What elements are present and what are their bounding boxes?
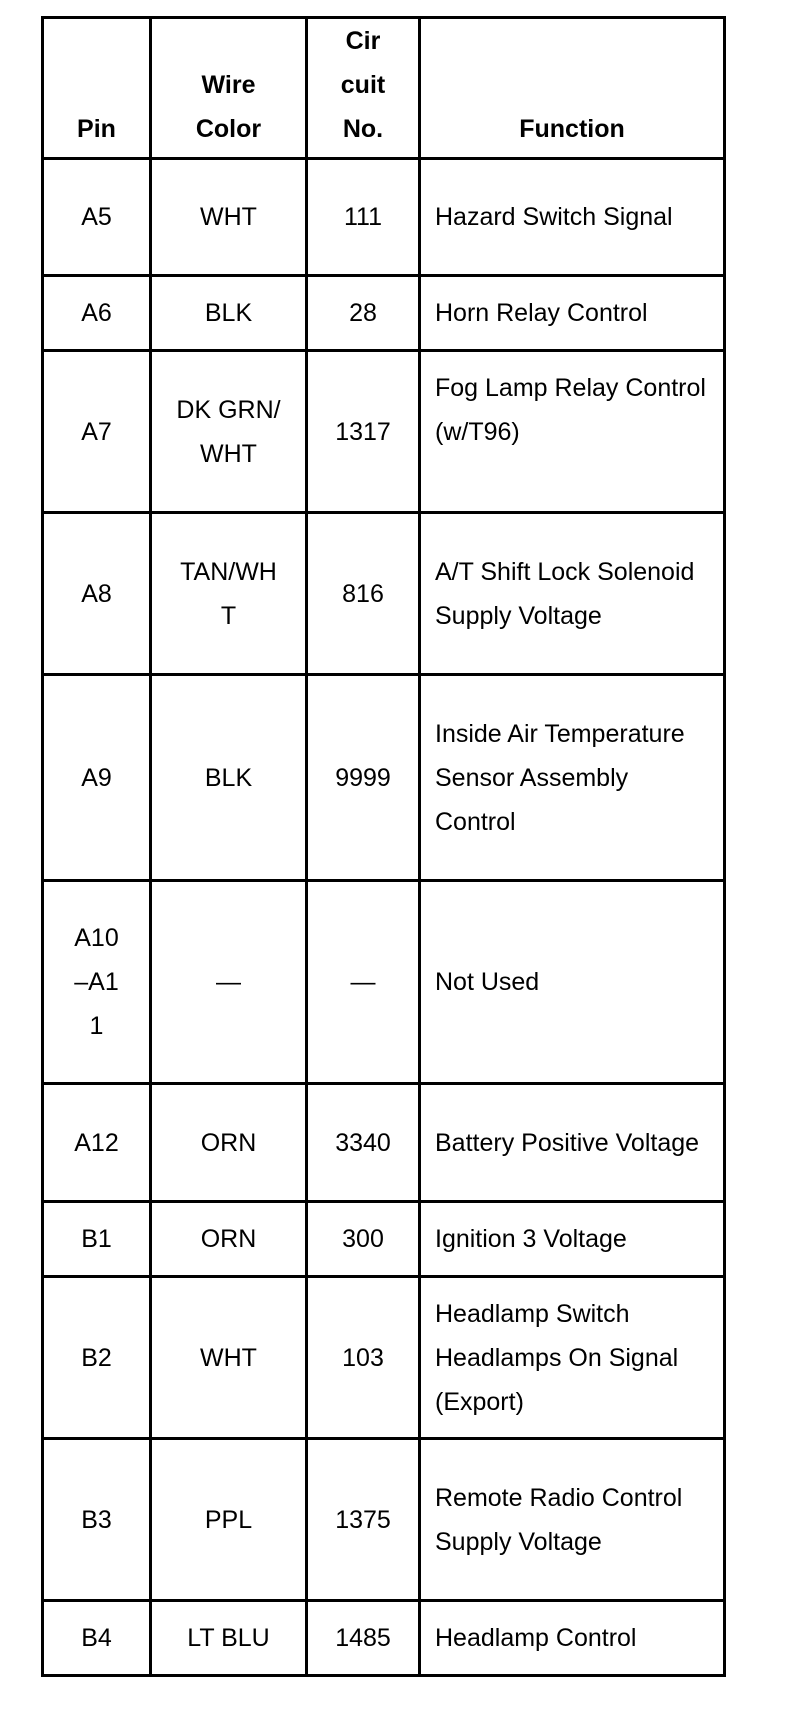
header-wire-color: Wire Color — [151, 18, 307, 159]
wire-color-cell: LT BLU — [151, 1601, 307, 1676]
wire-color-cell: — — [151, 881, 307, 1084]
wire-color-cell: BLK — [151, 675, 307, 881]
wire-color-cell: BLK — [151, 276, 307, 351]
table-row — [43, 276, 725, 351]
pin-cell: A6 — [43, 276, 151, 351]
table-row — [43, 1439, 725, 1601]
header-pin: Pin — [43, 18, 151, 159]
function-cell: A/T Shift Lock Solenoid Supply Voltage — [420, 513, 725, 675]
pin-cell: A9 — [43, 675, 151, 881]
header-circuit-no: Cir cuit No. — [307, 18, 420, 159]
table-body — [43, 159, 725, 1676]
pin-cell: A7 — [43, 351, 151, 513]
table-row — [43, 881, 725, 1084]
function-cell: Battery Positive Voltage — [420, 1084, 725, 1202]
pin-cell: B3 — [43, 1439, 151, 1601]
pin-cell: A12 — [43, 1084, 151, 1202]
pin-cell: A10–A11 — [43, 881, 151, 1084]
wire-color-cell: WHT — [151, 1277, 307, 1439]
pin-cell: A5 — [43, 159, 151, 276]
function-cell: Headlamp Switch Headlamps On Signal (Export) — [420, 1277, 725, 1439]
circuit-no-cell: 103 — [307, 1277, 420, 1439]
pinout-table — [41, 16, 726, 1677]
table-row — [43, 159, 725, 276]
function-cell: Hazard Switch Signal — [420, 159, 725, 276]
circuit-no-cell: 300 — [307, 1202, 420, 1277]
circuit-no-cell: — — [307, 881, 420, 1084]
table-row — [43, 675, 725, 881]
circuit-no-cell: 3340 — [307, 1084, 420, 1202]
header-row — [43, 18, 725, 159]
circuit-no-cell: 28 — [307, 276, 420, 351]
pin-cell: B4 — [43, 1601, 151, 1676]
circuit-no-cell: 1375 — [307, 1439, 420, 1601]
wire-color-cell: DK GRN/WHT — [151, 351, 307, 513]
circuit-no-cell: 816 — [307, 513, 420, 675]
wire-color-cell: TAN/WHT — [151, 513, 307, 675]
function-cell: Ignition 3 Voltage — [420, 1202, 725, 1277]
pin-cell: B1 — [43, 1202, 151, 1277]
table-row — [43, 1277, 725, 1439]
function-cell: Headlamp Control — [420, 1601, 725, 1676]
circuit-no-cell: 111 — [307, 159, 420, 276]
table-row — [43, 1084, 725, 1202]
table-row — [43, 513, 725, 675]
circuit-no-cell: 1485 — [307, 1601, 420, 1676]
table-row — [43, 1601, 725, 1676]
pin-cell: A8 — [43, 513, 151, 675]
function-cell: Remote Radio Control Supply Voltage — [420, 1439, 725, 1601]
wire-color-cell: ORN — [151, 1084, 307, 1202]
circuit-no-cell: 1317 — [307, 351, 420, 513]
table-row — [43, 351, 725, 513]
wire-color-cell: PPL — [151, 1439, 307, 1601]
function-cell: Fog Lamp Relay Control (w/T96) — [420, 351, 725, 513]
table-row — [43, 1202, 725, 1277]
wire-color-cell: WHT — [151, 159, 307, 276]
pin-cell: B2 — [43, 1277, 151, 1439]
function-cell: Inside Air Temperature Sensor Assembly Control — [420, 675, 725, 881]
function-cell: Not Used — [420, 881, 725, 1084]
circuit-no-cell: 9999 — [307, 675, 420, 881]
function-cell: Horn Relay Control — [420, 276, 725, 351]
wire-color-cell: ORN — [151, 1202, 307, 1277]
table-header — [43, 18, 725, 159]
header-function: Function — [420, 18, 725, 159]
